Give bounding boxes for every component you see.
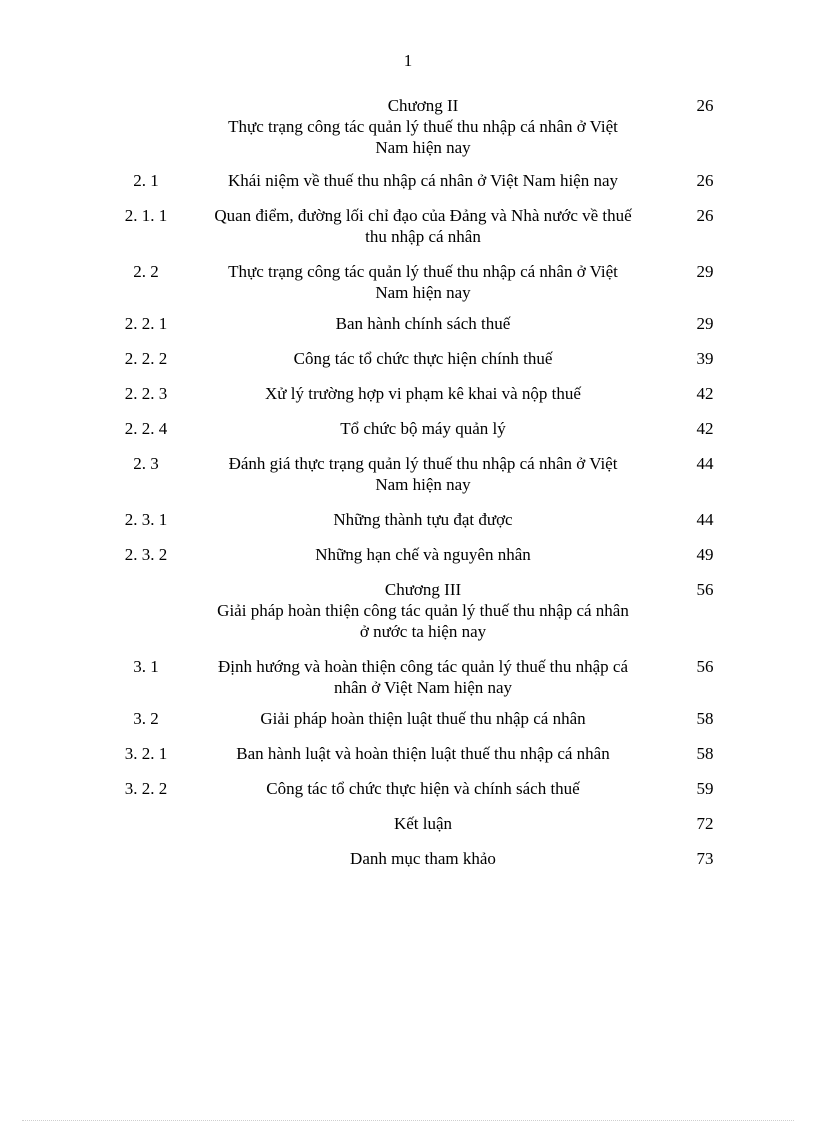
toc-entry-title — [185, 813, 661, 834]
toc-entry — [0, 778, 816, 799]
toc-entry-number: 2. 3 — [133, 454, 159, 473]
toc-entry-title — [185, 418, 661, 439]
toc-entry-title-line: Chương II — [387, 96, 459, 115]
toc-entry-page: 56 — [696, 657, 714, 676]
toc-entry-number: 2. 3. 1 — [124, 510, 168, 529]
toc-entry-title-line: ở nước ta hiện nay — [359, 622, 487, 641]
toc-entry-title-line: Giải pháp hoàn thiện luật thuế thu nhập cá nhân — [260, 709, 586, 728]
toc-entry-page: 26 — [696, 206, 714, 225]
toc-entry-title — [185, 848, 661, 869]
toc-entry-title — [185, 348, 661, 369]
toc-entry — [0, 544, 816, 565]
toc-entry — [0, 418, 816, 439]
toc-entry — [0, 348, 816, 369]
toc-entry-title — [185, 453, 661, 495]
toc-entry-title-line: Danh mục tham khảo — [350, 849, 496, 868]
toc-entry-title-line: Những hạn chế và nguyên nhân — [315, 545, 531, 564]
toc-entry-title-line: Quan điểm, đường lối chỉ đạo của Đảng và Nhà nước về thuế — [214, 206, 632, 225]
toc-entry — [0, 383, 816, 404]
toc-entry — [0, 453, 816, 495]
toc-entry-title — [185, 544, 661, 565]
toc-entry-page: 58 — [696, 709, 714, 728]
toc-entry — [0, 656, 816, 698]
toc-entry-page: 44 — [696, 454, 714, 473]
toc-entry-title-line: Ban hành chính sách thuế — [335, 314, 511, 333]
toc-entry — [0, 708, 816, 729]
toc-entry-number: 2. 2 — [133, 262, 159, 281]
toc-entry-title-line: Những thành tựu đạt được — [333, 510, 513, 529]
toc-entry — [0, 261, 816, 303]
toc-entry-title-line: Tổ chức bộ máy quản lý — [340, 419, 506, 438]
toc-entry-title-line: Thực trạng công tác quản lý thuế thu nhập cá nhân ở Việt — [228, 262, 618, 281]
toc-entry — [0, 813, 816, 834]
toc-entry-title-line: Xử lý trường hợp vi phạm kê khai và nộp thuế — [265, 384, 581, 403]
toc-entry-title-line: nhân ở Việt Nam hiện nay — [333, 678, 513, 697]
toc-entry — [0, 205, 816, 247]
toc-entry-page: 72 — [696, 814, 714, 833]
toc-entry-number: 2. 2. 1 — [124, 314, 168, 333]
toc-entry-page: 26 — [696, 171, 714, 190]
toc-entry-page: 58 — [696, 744, 714, 763]
toc-entry-title-line: Đánh giá thực trạng quản lý thuế thu nhập cá nhân ở Việt — [228, 454, 618, 473]
toc-entry-number: 3. 2 — [133, 709, 159, 728]
toc-entry-title — [185, 170, 661, 191]
toc-entry-number: 2. 1 — [133, 171, 159, 190]
toc-entry-page: 42 — [696, 384, 714, 403]
toc-entry — [0, 509, 816, 530]
toc-entry-title — [185, 579, 661, 642]
toc-entry-title-line: thu nhập cá nhân — [365, 227, 481, 246]
page-number: 1 — [403, 51, 413, 70]
toc-entry-number: 2. 2. 2 — [124, 349, 168, 368]
toc-entry-title-line: Chương III — [384, 580, 462, 599]
toc-entry-title — [185, 509, 661, 530]
toc-entry-title — [185, 743, 661, 764]
toc-entry-title — [185, 313, 661, 334]
toc-entry-page: 26 — [696, 96, 714, 115]
toc-entry — [0, 95, 816, 158]
toc-entry-number: 3. 2. 1 — [124, 744, 168, 763]
toc-entry-page: 73 — [696, 849, 714, 868]
toc-entry-title — [185, 778, 661, 799]
toc-entry — [0, 743, 816, 764]
toc-entry-title — [185, 708, 661, 729]
toc-entry-title-line: Nam hiện nay — [375, 283, 471, 302]
page-bottom-rule — [22, 1120, 794, 1121]
toc-entry-number: 2. 2. 4 — [124, 419, 168, 438]
toc-entry-title — [185, 656, 661, 698]
toc-entry-title — [185, 205, 661, 247]
toc-entry — [0, 848, 816, 869]
toc-entry-page: 39 — [696, 349, 714, 368]
toc-entry — [0, 313, 816, 334]
toc-entry-page: 29 — [696, 262, 714, 281]
toc-entry-title-line: Giải pháp hoàn thiện công tác quản lý thuế thu nhập cá nhân — [217, 601, 629, 620]
toc-entry-number: 2. 3. 2 — [124, 545, 168, 564]
toc-entry-page: 29 — [696, 314, 714, 333]
toc-entry-title-line: Khái niệm về thuế thu nhập cá nhân ở Việt Nam hiện nay — [227, 171, 619, 190]
toc-entry-title — [185, 95, 661, 158]
toc-entry-title — [185, 261, 661, 303]
toc-entry-page: 42 — [696, 419, 714, 438]
toc-entry-number: 3. 2. 2 — [124, 779, 168, 798]
toc-entry-number: 2. 1. 1 — [124, 206, 168, 225]
toc-entry-page: 44 — [696, 510, 714, 529]
toc-entry-page: 56 — [696, 580, 714, 599]
toc-entry — [0, 579, 816, 642]
toc-entry-title-line: Nam hiện nay — [375, 138, 471, 157]
toc-entry-title-line: Định hướng và hoàn thiện công tác quản lý thuế thu nhập cá — [217, 657, 629, 676]
toc-entry-page: 49 — [696, 545, 714, 564]
toc-entry-title-line: Công tác tổ chức thực hiện chính thuế — [293, 349, 553, 368]
toc-entry — [0, 170, 816, 191]
toc-entry-title-line: Kết luận — [393, 814, 453, 833]
toc-entry-title-line: Công tác tổ chức thực hiện và chính sách thuế — [266, 779, 580, 798]
toc-entry-number: 2. 2. 3 — [124, 384, 168, 403]
toc-entry-title — [185, 383, 661, 404]
toc-entry-title-line: Thực trạng công tác quản lý thuế thu nhập cá nhân ở Việt — [228, 117, 618, 136]
table-of-contents — [0, 95, 816, 883]
toc-entry-number: 3. 1 — [133, 657, 159, 676]
toc-entry-title-line: Ban hành luật và hoàn thiện luật thuế thu nhập cá nhân — [236, 744, 610, 763]
toc-entry-title-line: Nam hiện nay — [375, 475, 471, 494]
toc-entry-page: 59 — [696, 779, 714, 798]
